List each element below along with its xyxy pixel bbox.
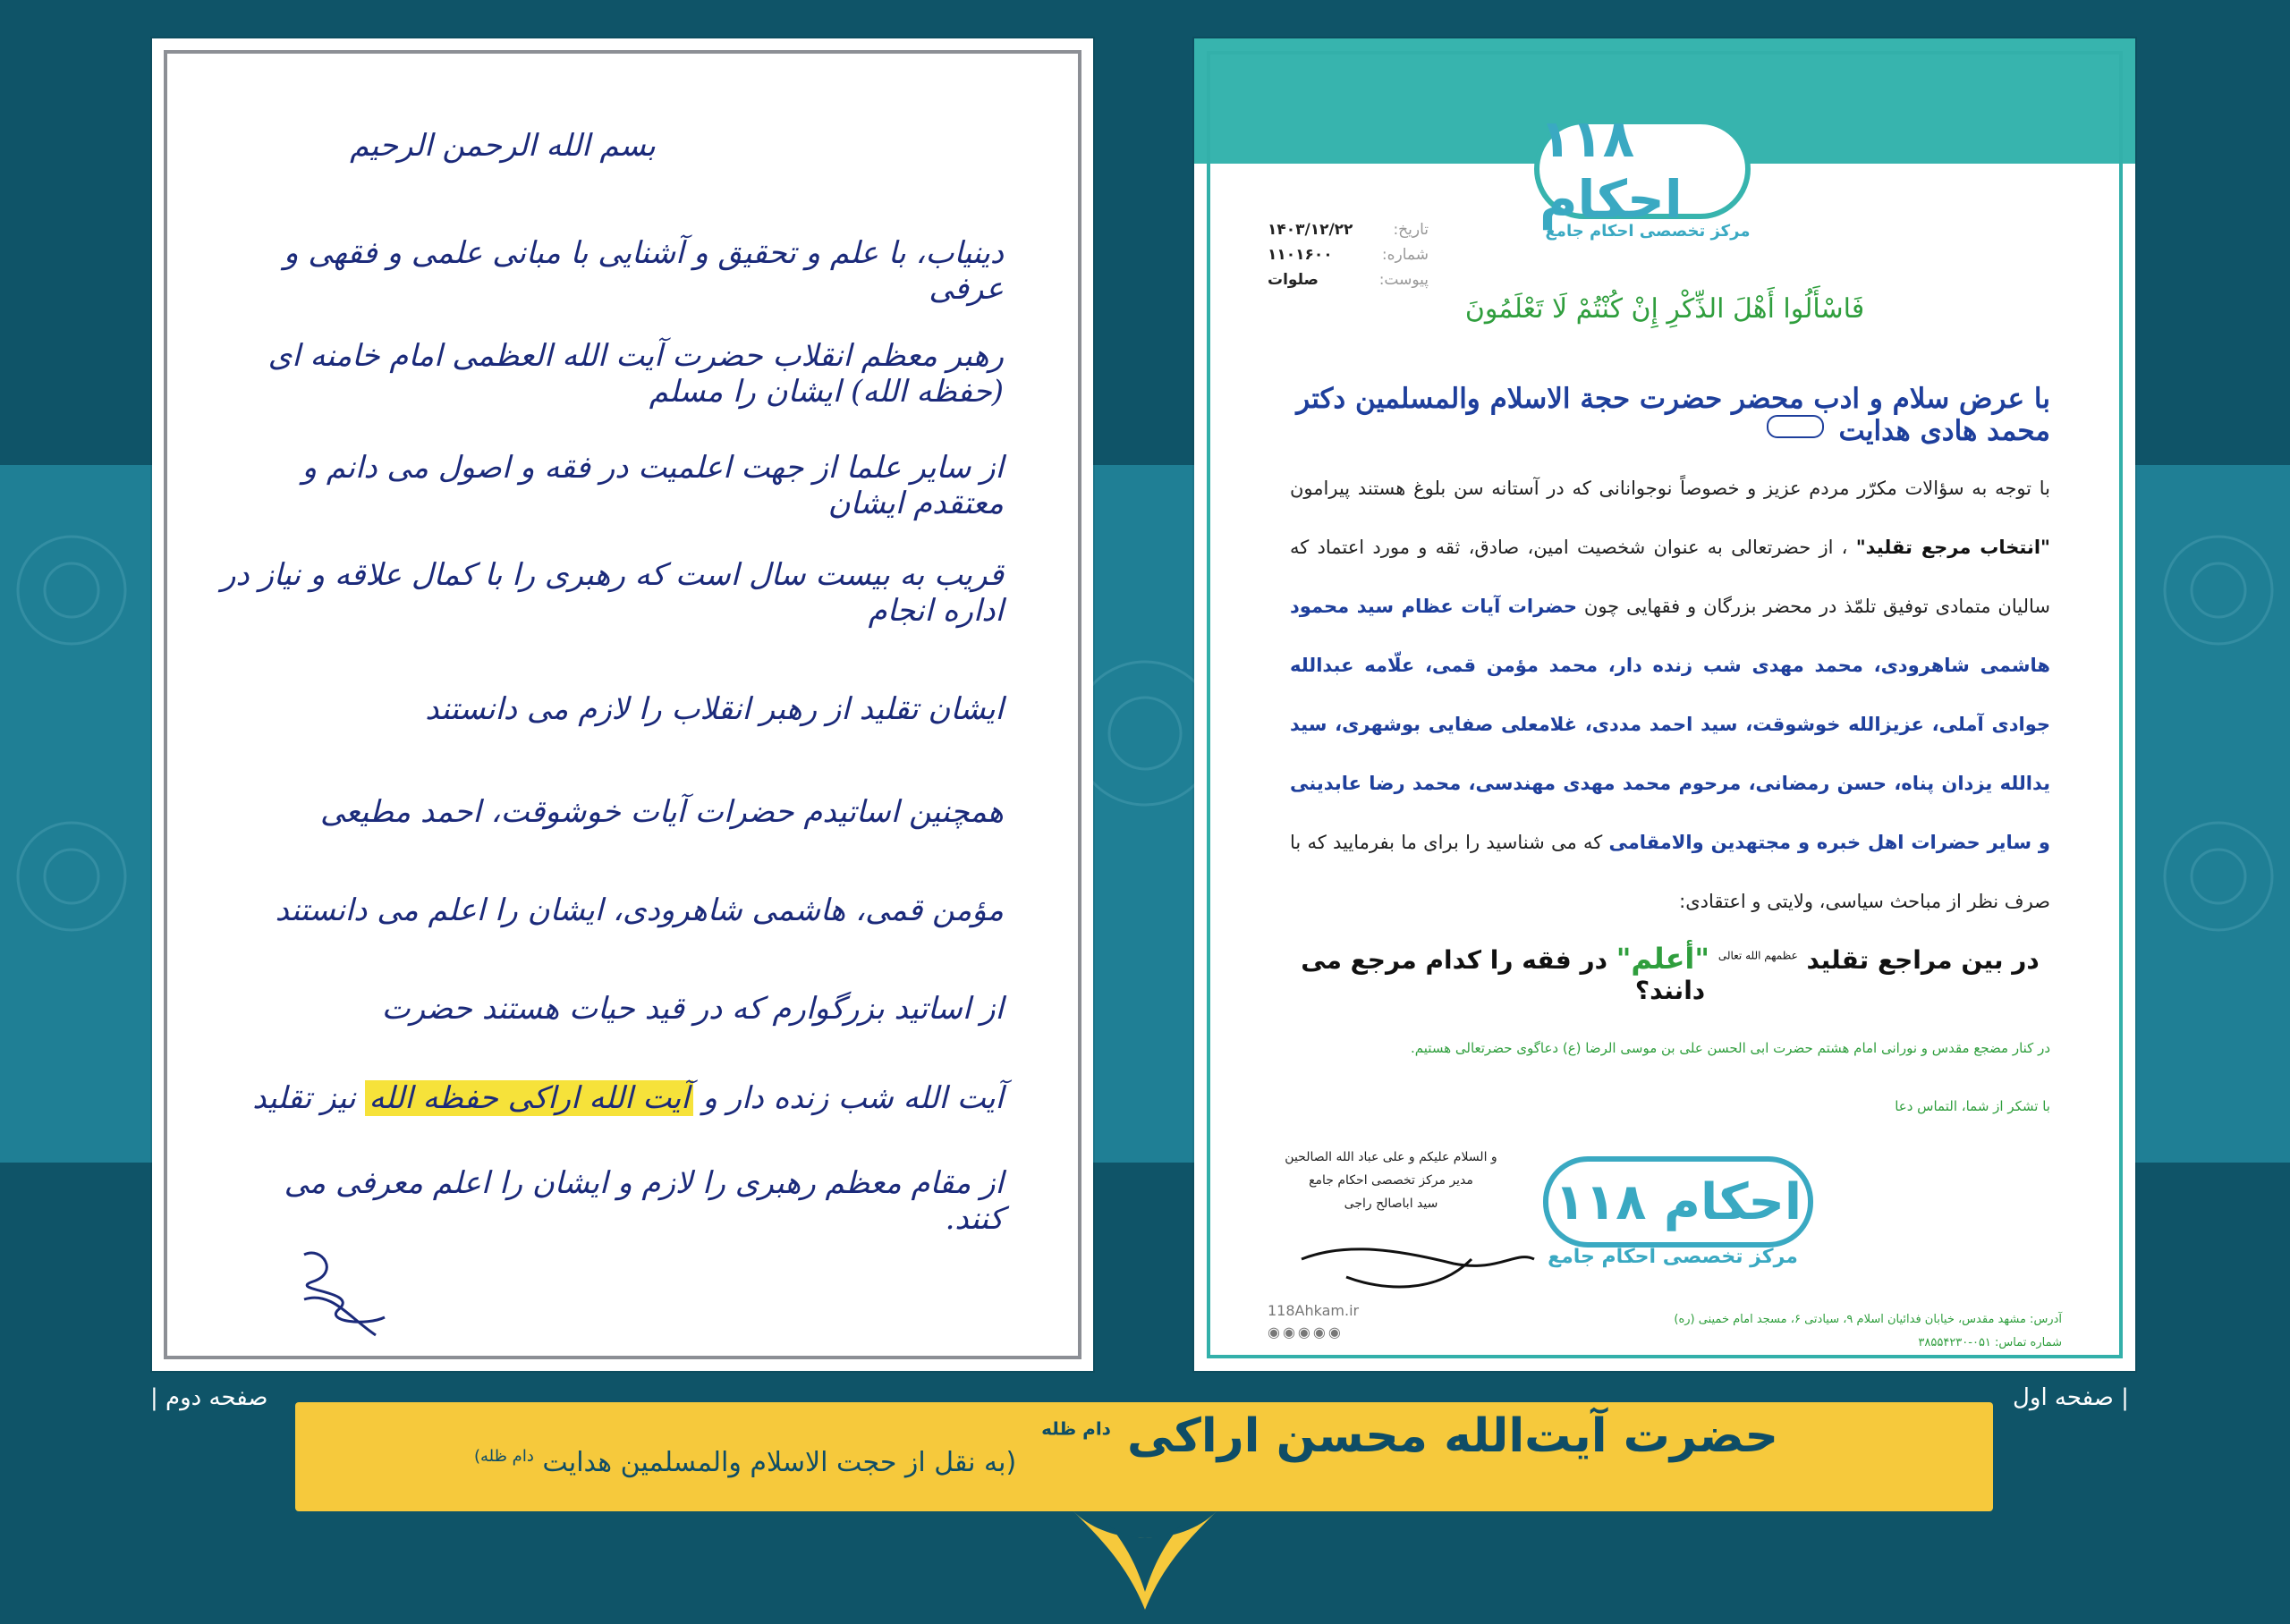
question-honorific: عظمهم الله تعالی [1718,949,1798,962]
page-label-first: | صفحه اول [2013,1384,2129,1411]
question-text: در فقه را کدام مرجع می دانند؟ [1301,945,1706,1005]
attachment-value: صلوات [1268,271,1319,289]
thanks-line: با تشکر از شما، التماس دعا [1895,1098,2050,1114]
address-block [1525,1308,2062,1355]
social-icons: ◉◉◉◉◉ [1268,1324,1344,1341]
body-text: ، از حضرتعالی به عنوان شخصیت امین، صادق، ثقه و مورد اعتماد که سالیان متمادی توفیق تلمّذ در محضر بزرگان و فقهایی چون [1290,537,2050,617]
handwritten-line: رهبر معظم انقلاب حضرت آیت الله العظمی امام خامنه ای (حفظه الله) ایشان را مسلم [267,338,1004,410]
handwritten-signature [286,1237,403,1344]
question-keyword: "أعلم" [1616,942,1710,976]
body-emphasis: "انتخاب مرجع تقلید" [1855,537,2050,558]
salutation-text: با عرض سلام و ادب محضر حضرت حجة الاسلام والمسلمین دکتر محمد هادی هدایت [1296,383,2050,447]
handwritten-line: همچنین اساتیدم حضرات آیات خوشوقت، احمد مطیعی [319,794,1004,830]
handwritten-line: از اساتید بزرگوارم که در قید حیات هستند حضرت [381,991,1004,1027]
handwritten-line: از مقام معظم رهبری را لازم و ایشان را اعلم معرفی می کنند. [284,1165,1004,1237]
main-question [1290,942,2050,1005]
signer-name: سید اباصالح راجی [1344,1197,1438,1211]
date-label: تاریخ: [1393,221,1429,239]
logo-subtitle: مرکز تخصصی احکام جامع [1545,222,1751,241]
letter-meta [1268,217,1429,292]
handwritten-line: از سایر علما از جهت اعلمیت در فقه و اصول می دانم و معتقدم ایشان [301,450,1004,521]
number-label: شماره: [1381,246,1429,264]
subtitle-text: (به نقل از حجت الاسلام والمسلمین هدایت [542,1447,1017,1478]
title-honorific: دام ظله [1041,1417,1111,1440]
typed-letter-page [1194,38,2135,1371]
body-text: با توجه به سؤالات مکرّر مردم عزیز و خصوصاً نوجوانانی که در آستانه سن بلوغ هستند پیرامون [1290,478,2050,499]
logo-text: ۱۱۸ احکام [1539,108,1683,230]
body-text: که می شناسید را برای ما بفرمایید که با صرف نظر از مباحث سیاسی، ولایتی و اعتقادی: [1290,832,2050,912]
attachment-label: پیوست: [1378,271,1429,289]
quran-verse: فَاسْأَلُوا أَهْلَ الذِّكْرِ إِنْ كُنْتُمْ لَا تَعْلَمُونَ [1464,293,1865,325]
honorific-seal-icon [1767,415,1824,438]
handwritten-line: دینیاب، با علم و تحقیق و آشنایی با مبانی علمی و فقهی و عرفی [284,235,1004,307]
handwritten-text: آیت الله شب زنده دار و [702,1080,1004,1116]
footer-logo-text: ۱۱۸ احکام [1554,1172,1802,1231]
salutation [1272,383,2050,447]
letter-body [1290,459,2050,931]
closing-text: و السلام علیکم و علی عباد الله الصالحین [1285,1150,1497,1164]
signer-title: مدیر مرکز تخصصی احکام جامع [1309,1173,1473,1188]
title-subtitle [474,1447,1016,1478]
phone-text: شماره تماس: ۰۵۱-۳۸۵۵۴۲۳۰ [1918,1336,2062,1349]
subtitle-honorific: دام ظله) [474,1447,534,1466]
address-text: آدرس: مشهد مقدس، خیابان فدائیان اسلام ۹، سیادتی ۶، مسجد امام خمینی (ره) [1674,1313,2062,1326]
scholar-names: حضرات آیات عظام سید محمود هاشمی شاهرودی، محمد مهدی شب زنده دار، محمد مؤمن قمی، علّامه عبدالله جوادی آملی، عزیزالله خوشوقت، سید احمد مددی، غلامعلی صفایی بوشهری، سید یدالله یزدان پناه، حسن رمضانی، مرحوم محمد مهدی مهندسی، محمد رضا عابدینی و سایر حضرات اهل خبره و مجتهدین والامقامی [1290,596,2050,853]
handwritten-line-highlighted [216,1080,1004,1116]
ornament-icon [1056,1511,1234,1614]
handwritten-letter-page [152,38,1093,1371]
website-text: 118Ahkam.ir [1268,1302,1360,1319]
title-main [1041,1409,1778,1463]
footer-logo-subtitle: مرکز تخصصی احکام جامع [1548,1246,1798,1268]
question-text: در بین مراجع تقلید [1806,945,2040,975]
date-value: ۱۴۰۳/۱۲/۲۲ [1268,221,1353,239]
handwritten-line: قریب به بیست سال است که رهبری را با کمال علاقه و نیاز در اداره انجام [221,557,1004,629]
page-label-second: صفحه دوم | [150,1384,268,1411]
signature-block [1257,1146,1525,1215]
center-logo [1534,108,1751,230]
signature [1293,1223,1543,1304]
title-banner [295,1402,1993,1511]
handwritten-line: بسم الله الرحمن الرحیم [350,128,656,164]
highlighted-text: آیت الله اراکی حفظه الله [365,1080,692,1116]
title-text: حضرت آیت‌الله محسن اراکی [1127,1409,1778,1463]
footer-logo [1543,1156,1813,1248]
number-value: ۱۱۰۱۶۰۰ [1268,246,1333,264]
handwritten-line: ایشان تقلید از رهبر انقلاب را لازم می دانستند [425,691,1004,727]
handwritten-line: مؤمن قمی، هاشمی شاهرودی، ایشان را اعلم می دانستند [275,892,1004,928]
prayer-line: در کنار مضجع مقدس و نورانی امام هشتم حضرت ابی الحسن علی بن موسی الرضا (ع) دعاگوی حضرتعالی هستیم. [1411,1040,2050,1056]
handwritten-text: نیز تقلید [252,1080,356,1116]
